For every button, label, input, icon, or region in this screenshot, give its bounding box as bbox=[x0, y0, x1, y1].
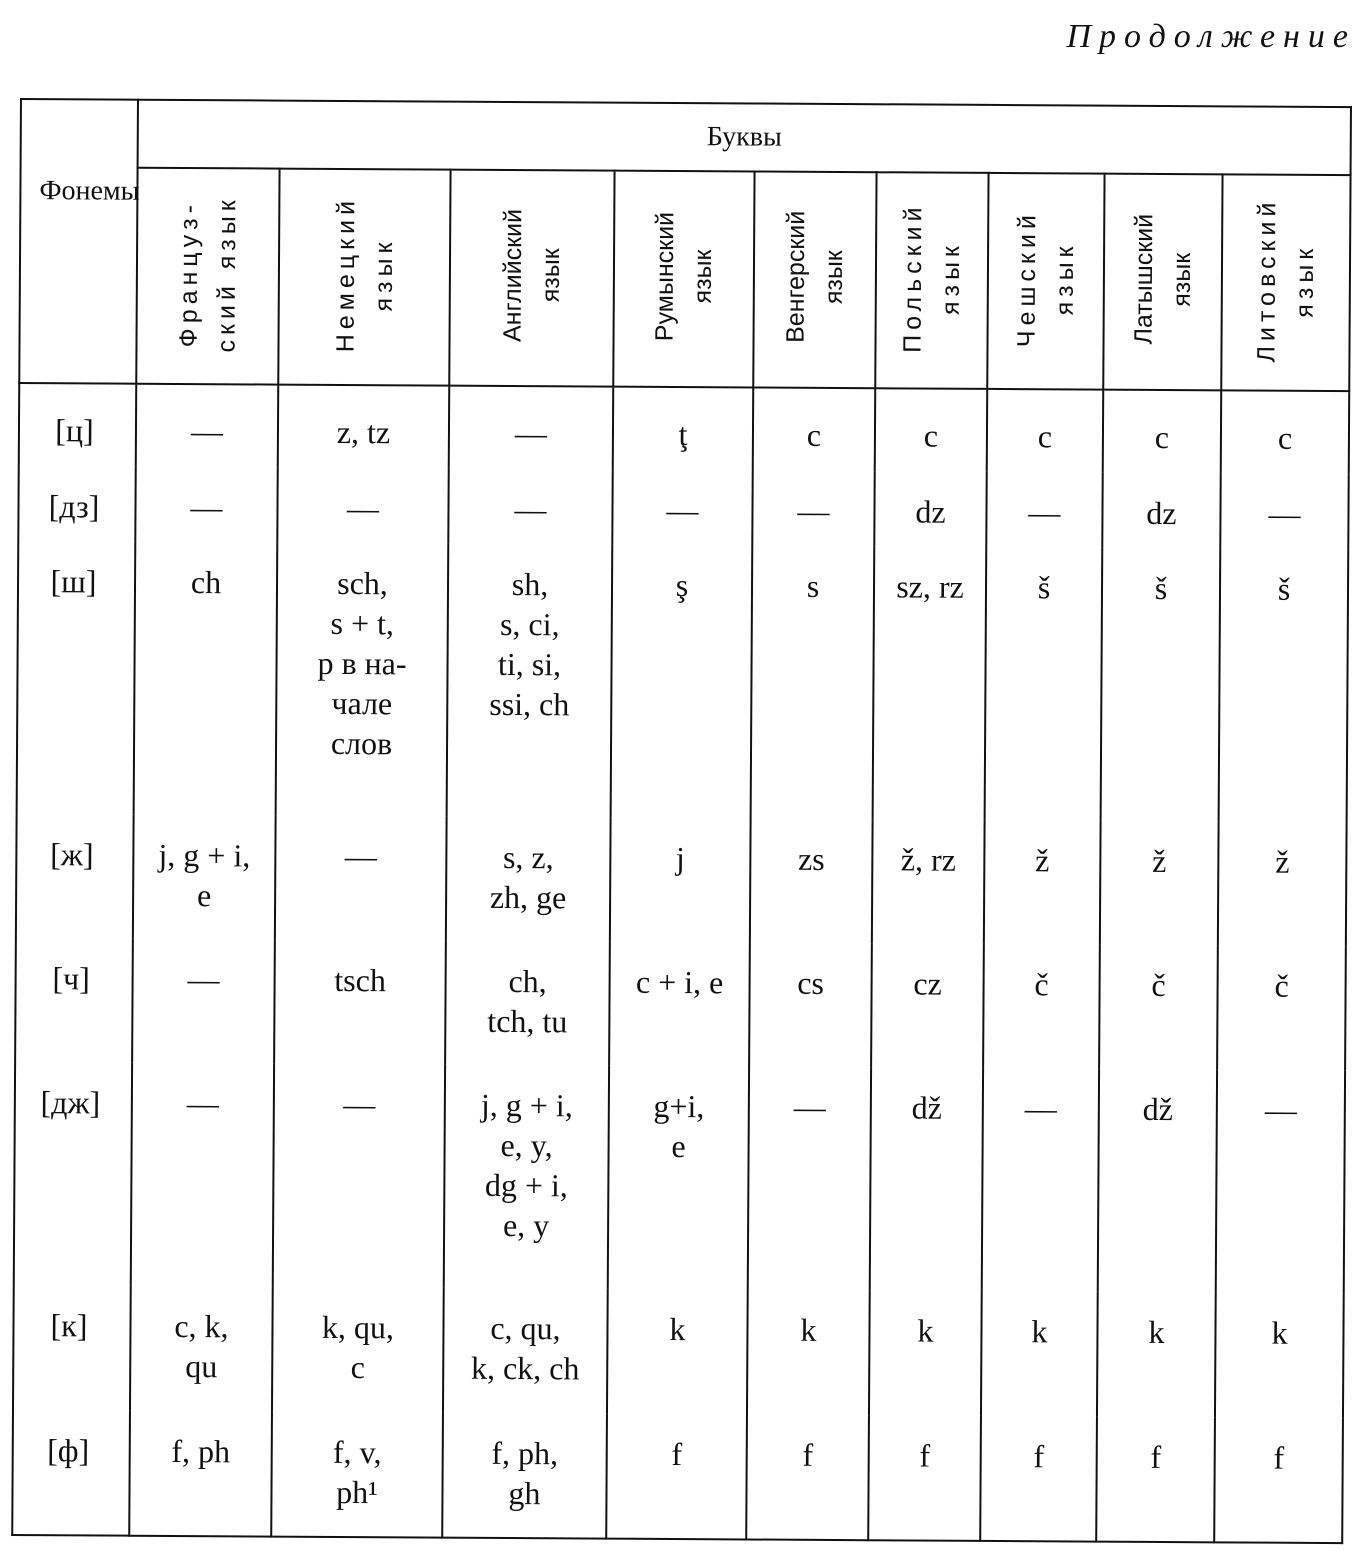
language-label: Румынский язык bbox=[650, 211, 718, 342]
phoneme-cell: [ц] bbox=[19, 383, 137, 467]
letter-cell: f bbox=[1096, 1416, 1215, 1542]
letter-cell: c bbox=[875, 388, 988, 472]
letters-header: Буквы bbox=[138, 100, 1352, 175]
letter-cell: c, k, qu bbox=[130, 1286, 273, 1411]
letter-cell: sch, s + t, p в на- чале слов bbox=[276, 542, 449, 816]
language-label: Английский язык bbox=[498, 208, 566, 343]
language-label: Чешский язык bbox=[1012, 210, 1080, 348]
letter-cell: c + i, e bbox=[609, 941, 750, 1066]
letter-cell: — bbox=[448, 469, 612, 544]
letter-cell: — bbox=[277, 468, 448, 544]
phoneme-cell: [ф] bbox=[12, 1410, 130, 1536]
letter-cell: dz bbox=[874, 471, 986, 546]
language-header-1 bbox=[278, 169, 450, 386]
letter-cell: ž bbox=[984, 820, 1101, 945]
letter-cell: ch bbox=[134, 541, 278, 815]
letter-cell: s, z, zh, ge bbox=[446, 816, 611, 941]
letter-cell: š bbox=[1219, 548, 1349, 822]
language-label: Польский язык bbox=[898, 202, 966, 354]
letter-cell: — bbox=[748, 1066, 871, 1290]
language-label: Венгерский язык bbox=[781, 211, 849, 344]
letter-cell: k, qu, c bbox=[272, 1287, 444, 1412]
table-row bbox=[14, 1062, 1345, 1294]
language-header-6 bbox=[987, 173, 1104, 390]
letter-cell: f bbox=[606, 1413, 747, 1539]
letter-cell: k bbox=[747, 1290, 870, 1415]
table-header bbox=[19, 99, 1351, 391]
letter-cell: č bbox=[1217, 945, 1346, 1070]
language-header-3 bbox=[613, 171, 754, 388]
letter-cell: dž bbox=[870, 1067, 983, 1291]
letter-cell: dz bbox=[1102, 473, 1220, 548]
table-row bbox=[19, 383, 1350, 474]
letter-cell: f bbox=[868, 1415, 981, 1541]
letter-cell: c bbox=[1103, 390, 1222, 474]
letter-cell: — bbox=[273, 1064, 445, 1288]
letter-cell: — bbox=[135, 467, 277, 542]
letter-cell: ch, tch, tu bbox=[445, 940, 610, 1065]
letter-cell: k bbox=[1215, 1293, 1344, 1418]
letter-cell: s bbox=[751, 545, 875, 819]
letter-cell: č bbox=[1099, 944, 1218, 1069]
continuation-label: Продолжение bbox=[1066, 18, 1356, 55]
letter-cell: f bbox=[746, 1414, 869, 1540]
letter-cell: j, g + i, e bbox=[133, 814, 276, 939]
language-header-0 bbox=[136, 168, 279, 385]
phonemes-header: Фонемы bbox=[19, 99, 138, 384]
letter-cell: š bbox=[985, 547, 1103, 821]
letter-cell: k bbox=[869, 1291, 982, 1416]
table-container bbox=[11, 98, 1350, 1544]
phoneme-cell: [ш] bbox=[17, 541, 136, 815]
letter-cell: — bbox=[982, 1068, 1099, 1292]
letter-cell: — bbox=[1220, 474, 1349, 549]
language-label: Литовский язык bbox=[1252, 197, 1320, 363]
phoneme-letters-table bbox=[11, 98, 1352, 1544]
letter-cell: ş bbox=[611, 544, 753, 818]
letter-cell: c bbox=[1221, 390, 1350, 474]
letter-cell: k bbox=[607, 1289, 748, 1414]
letter-cell: — bbox=[1216, 1069, 1345, 1293]
letter-cell: — bbox=[986, 472, 1102, 547]
letter-cell: — bbox=[275, 815, 447, 940]
language-header-4 bbox=[753, 171, 876, 388]
letter-cell: c bbox=[987, 389, 1104, 473]
phoneme-cell: [ж] bbox=[16, 814, 134, 939]
letter-cell: j bbox=[610, 817, 751, 942]
letter-cell: g+i, e bbox=[608, 1066, 749, 1290]
letter-cell: f, v, ph¹ bbox=[271, 1411, 443, 1537]
phoneme-cell: [ч] bbox=[15, 938, 133, 1063]
language-label: Француз- ский язык bbox=[174, 195, 242, 353]
table-row bbox=[15, 938, 1346, 1070]
letter-cell: — bbox=[752, 471, 874, 546]
letter-cell: f bbox=[1214, 1417, 1343, 1543]
language-label: Латышский язык bbox=[1129, 213, 1197, 345]
letter-cell: ž bbox=[1100, 820, 1219, 945]
letter-cell: f bbox=[980, 1415, 1097, 1541]
letter-cell: z, tz bbox=[278, 385, 450, 469]
letter-cell: cz bbox=[871, 943, 984, 1068]
letter-cell: — bbox=[131, 1063, 274, 1287]
letter-cell: ž, rz bbox=[872, 819, 985, 944]
table-row bbox=[13, 1285, 1344, 1417]
letter-cell: k bbox=[981, 1291, 1098, 1416]
letter-cell: ž bbox=[1218, 821, 1347, 946]
phoneme-cell: [дж] bbox=[14, 1062, 132, 1286]
languages-header-row bbox=[19, 167, 1350, 391]
letter-cell: c bbox=[753, 387, 876, 471]
letter-cell: cs bbox=[749, 942, 872, 1067]
language-header-5 bbox=[875, 172, 988, 389]
letter-cell: ţ bbox=[613, 387, 754, 471]
table-row bbox=[18, 466, 1349, 549]
table-row bbox=[16, 814, 1347, 946]
letter-cell: — bbox=[132, 939, 275, 1064]
letter-cell: k bbox=[1097, 1292, 1216, 1417]
language-header-8 bbox=[1221, 174, 1350, 391]
language-header-2 bbox=[449, 170, 614, 387]
letter-cell: f, ph, gh bbox=[442, 1412, 607, 1538]
letter-cell: c, qu, k, ck, ch bbox=[443, 1288, 608, 1413]
phoneme-cell: [к] bbox=[13, 1285, 131, 1410]
phoneme-cell: [дз] bbox=[18, 466, 135, 541]
letter-cell: — bbox=[612, 470, 752, 545]
language-label: Немецкий язык bbox=[330, 196, 398, 353]
letter-cell: j, g + i, e, y, dg + i, e, y bbox=[444, 1065, 609, 1289]
letter-cell: dž bbox=[1098, 1069, 1217, 1293]
table-body bbox=[12, 383, 1349, 1543]
letter-cell: zs bbox=[750, 818, 873, 943]
letter-cell: sz, rz bbox=[873, 546, 987, 820]
table-row bbox=[12, 1410, 1343, 1544]
table-row bbox=[17, 541, 1349, 822]
language-header-7 bbox=[1103, 174, 1222, 391]
letter-cell: č bbox=[983, 944, 1100, 1069]
letter-cell: — bbox=[136, 384, 279, 468]
letter-cell: š bbox=[1101, 547, 1221, 821]
letter-cell: tsch bbox=[274, 939, 446, 1064]
letter-cell: sh, s, ci, ti, si, ssi, ch bbox=[447, 543, 613, 817]
letter-cell: f, ph bbox=[129, 1410, 272, 1536]
letter-cell: — bbox=[449, 386, 614, 470]
